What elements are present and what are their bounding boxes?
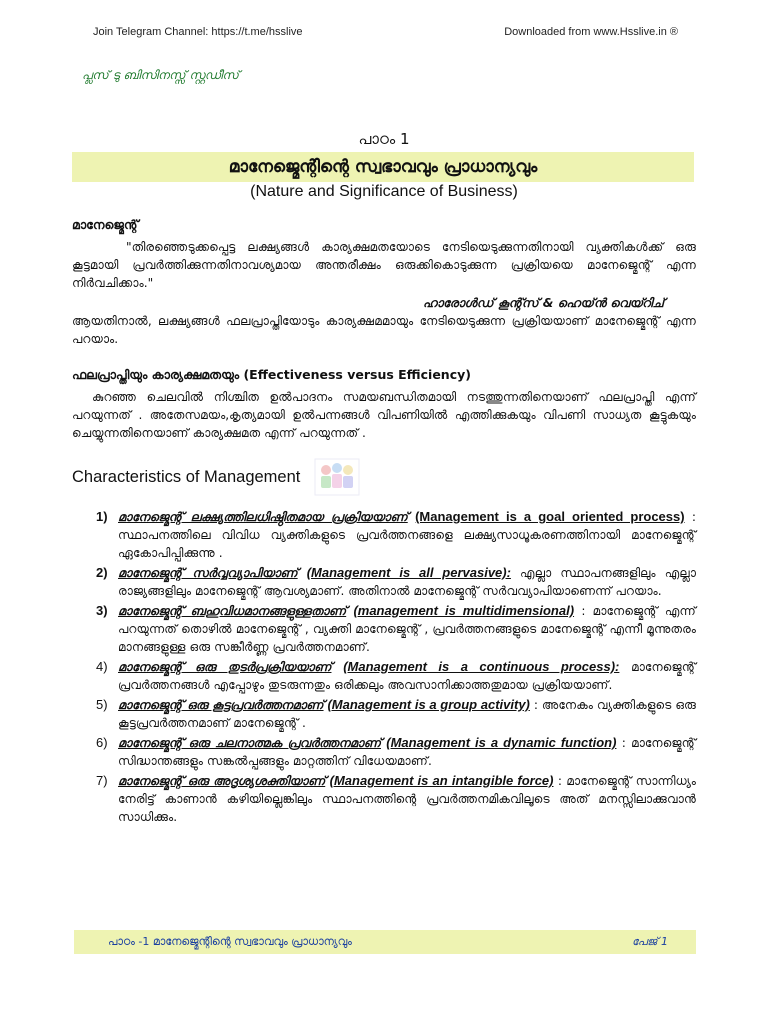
- effectiveness-body: കുറഞ്ഞ ചെലവിൽ നിശ്ചിത ഉൽപാദനം സമയബന്ധിതമായി നടത്തുന്നതിനെയാണ് ഫലപ്രാപ്തി എന്ന് പറയുന്നത് . അതേസമയം,കൃത്യമായി ഉൽപന്നങ്ങൾ വിപണിയിൽ എത്തിക്കുകയും വിപണി സാധ്യത കൂട്ടുകയും ചെയ്യുന്നതിനെയാണ് കാര്യക്ഷമത എന്ന് പറയുന്നത് .: [72, 390, 696, 440]
- item-title-ml: മാനേജ്മെന്റ് ബഹുവിധമാനങ്ങളുള്ളതാണ്: [118, 604, 347, 618]
- chapter-title: മാനേജ്മെന്റിന്റെ സ്വഭാവവും പ്രാധാന്യവും: [228, 157, 538, 177]
- item-title-ml: മാനേജ്മെന്റ് ഒരു തുടർപ്രക്രിയയാണ്: [118, 660, 332, 674]
- item-title-en: (Management is a goal oriented process): [415, 509, 685, 524]
- item-title-en: (Management is an intangible force): [329, 773, 554, 788]
- list-item: [72, 658, 696, 694]
- chapter-number: പാഠം 1: [358, 130, 410, 148]
- management-conclusion: ആയതിനാൽ, ലക്ഷ്യങ്ങൾ ഫലപ്രാപ്തിയോടും കാര്യക്ഷമമായും നേടിയെടുക്കുന്ന പ്രക്രിയയാണ് മാനേജ്മെന്റ് എന്ന പറയാം.: [72, 314, 696, 346]
- item-number: 7): [96, 773, 108, 788]
- item-description: : മാനേജ്മെന്റ് സാന്നിധ്യം നേരിട്ട് കാണാൻ കഴിയില്ലെങ്കിലും സ്ഥാപനത്തിന്റെ പ്രവർത്തനമികവിലൂടെ അത് മനസ്സിലാക്കുവാൻ സാധിക്കും.: [118, 774, 697, 824]
- subject-tag: പ്ലസ് ടു ബിസിനസ്സ് സ്റ്റഡീസ്: [82, 68, 239, 82]
- item-title-en: (Management is a group activity): [327, 697, 530, 712]
- item-title-ml: മാനേജ്മെന്റ് ലക്ഷ്യത്തിലധിഷ്ഠിതമായ പ്രക്രിയയാണ്: [118, 510, 408, 524]
- item-title-ml: മാനേജ്മെന്റ് സർവ്വവ്യാപിയാണ്: [118, 566, 298, 580]
- list-item: [72, 734, 696, 770]
- item-title-en: (Management is a continuous process):: [343, 659, 620, 674]
- item-number: 1): [96, 509, 108, 524]
- item-title-ml: മാനേജ്മെന്റ് ഒരു ചലനാത്മക പ്രവർത്തനമാണ്: [118, 736, 381, 750]
- item-number: 3): [96, 603, 108, 618]
- list-item: [72, 602, 696, 656]
- page-footer: [74, 930, 696, 954]
- item-title-en: (Management is a dynamic function): [386, 735, 617, 750]
- item-number: 2): [96, 565, 108, 580]
- item-title-en: (Management is all pervasive):: [306, 565, 511, 580]
- item-title-ml: മാനേജ്മെന്റ് ഒരു കൂട്ടപ്രവർത്തനമാണ്: [118, 698, 324, 712]
- item-description: : സ്ഥാപനത്തിലെ വിവിധ വ്യക്തികളുടെ പ്രവർത്തനങ്ങളെ ലക്ഷ്യസാധൂകരണത്തിനായി മാനേജ്മെന്റ് ഏകോപിപ്പിക്കുന്നു .: [118, 510, 697, 560]
- management-heading: മാനേജ്മെന്റ്: [72, 217, 139, 232]
- chapter-title-band: [72, 152, 694, 182]
- quote-author: ഹാരോൾഡ് കൂന്റ്സ് & ഹെയ്ൻ വെയ്റിച്: [422, 296, 664, 310]
- item-title-en: (management is multidimensional): [353, 603, 575, 618]
- list-item: [72, 564, 696, 600]
- chapter-subtitle: (Nature and Significance of Business): [250, 183, 518, 200]
- item-number: 4): [96, 659, 108, 674]
- management-quote: "തിരഞ്ഞെടുക്കപ്പെട്ട ലക്ഷ്യങ്ങൾ കാര്യക്ഷമതയോടെ നേടിയെടുക്കുന്നതിനായി വ്യക്തികൾക്ക് ഒരു കൂട്ടമായി പ്രവർത്തിക്കുന്നതിനാവശ്യമായ അന്തരീക്ഷം ഒരുക്കികൊടുക്കുന്ന പ്രക്രിയയെ മാനേജ്മെന്റ് എന്ന നിർവചിക്കാം.": [72, 240, 696, 290]
- download-source-link[interactable]: Downloaded from www.Hsslive.in ®: [504, 26, 678, 38]
- footer-page-number: പേജ് 1: [631, 935, 668, 948]
- item-number: 6): [96, 735, 108, 750]
- item-description: : മാനേജ്മെന്റ് എന്ന് പറയുന്നത് തൊഴിൽ മാനേജ്മെന്റ് , വ്യക്തി മാനേജ്മെന്റ് , പ്രവർത്തനങ്ങളുടെ മാനേജ്മെന്റ് എന്നീ മൂന്നുതരം മാനങ്ങളുള്ള ഒരു സങ്കീർണ്ണ പ്രവർത്തനമാണ്.: [118, 604, 696, 654]
- effectiveness-heading: ഫലപ്രാപ്തിയും കാര്യക്ഷമതയും (Effectiveness versus Efficiency): [72, 367, 471, 382]
- item-description: : അനേകം വ്യക്തികളുടെ ഒരു കൂട്ടപ്രവർത്തനമാണ് മാനേജ്മെന്റ് .: [118, 698, 697, 730]
- item-description: : മാനേജ്മെന്റ് സിദ്ധാന്തങ്ങളും സങ്കൽപ്പങ്ങളും മാറ്റത്തിന് വിധേയമാണ്.: [118, 736, 696, 768]
- item-number: 5): [96, 697, 108, 712]
- item-description: മാനേജ്മെന്റ് പ്രവർത്തനങ്ങൾ എപ്പോഴും തുടരുന്നതും ഒരിക്കലും അവസാനിക്കാത്തതുമായ പ്രക്രിയയാണ്.: [118, 660, 697, 692]
- item-title-ml: മാനേജ്മെന്റ് ഒരു അദൃശ്യശക്തിയാണ്: [118, 774, 326, 788]
- section-spacer: [72, 348, 696, 366]
- document-body: [72, 216, 696, 828]
- page-header: [93, 26, 678, 38]
- telegram-channel-link[interactable]: Join Telegram Channel: https://t.me/hsslive: [93, 26, 303, 38]
- characteristics-heading-row: [72, 458, 696, 496]
- list-item: [72, 772, 696, 826]
- footer-chapter-title: പാഠം -1 മാനേജ്മെന്റിന്റെ സ്വഭാവവും പ്രാധാന്യവും: [108, 935, 352, 948]
- list-item: [72, 508, 696, 562]
- list-item: [72, 696, 696, 732]
- characteristics-heading: Characteristics of Management: [72, 468, 301, 486]
- children-group-icon: [314, 458, 360, 496]
- characteristics-list: [72, 508, 696, 826]
- item-description: എല്ലാ സ്ഥാപനങ്ങളിലും എല്ലാ രാജ്യങ്ങളിലും മാനേജ്മെന്റ് ആവശ്യമാണ്. അതിനാൽ മാനേജ്മെന്റ് സർവവ്യാപിയാണെന്ന് പറയാം.: [118, 566, 697, 598]
